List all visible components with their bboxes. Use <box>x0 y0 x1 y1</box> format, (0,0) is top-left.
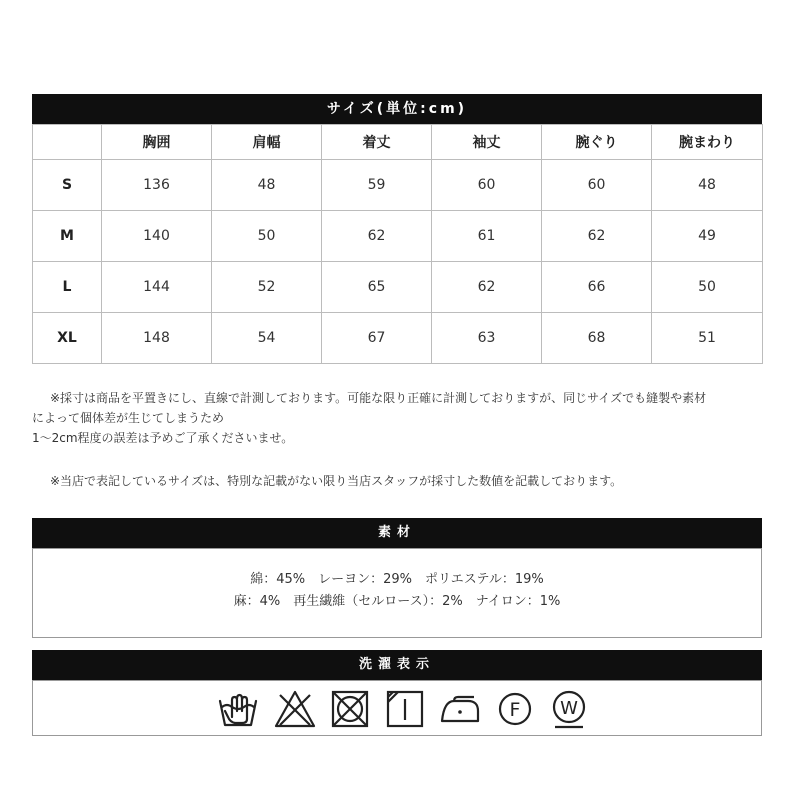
table-row <box>33 160 763 211</box>
table-cell: 148 <box>102 313 212 364</box>
wash-symbols-box <box>32 680 762 736</box>
material-line: 麻：4% 再生繊維（セルロース）：2% ナイロン：1% <box>233 594 561 609</box>
size-table <box>32 124 763 364</box>
size-note <box>32 471 772 491</box>
table-cell: 62 <box>322 211 432 262</box>
no-tumble-dry-icon <box>328 687 372 731</box>
wet-clean-w-label: W <box>560 698 578 719</box>
column-header-arm-circumference: 腕まわり <box>652 125 763 160</box>
table-row <box>33 211 763 262</box>
wet-clean-w-icon <box>547 687 591 731</box>
table-cell: 54 <box>212 313 322 364</box>
note-line: ※当店で表記しているサイズは、特別な記載がない限り当店スタッフが採寸した数値を記載しております。 <box>50 474 623 488</box>
column-header-armhole: 腕ぐり <box>542 125 652 160</box>
note-line: 1〜2cm程度の誤差は予めご了承くださいませ。 <box>32 431 294 445</box>
table-cell: 50 <box>652 262 763 313</box>
table-cell: 49 <box>652 211 763 262</box>
size-label: XL <box>33 313 102 364</box>
column-header <box>33 125 102 160</box>
hand-wash-icon <box>216 687 260 731</box>
drip-dry-shade-icon <box>383 687 427 731</box>
note-line: ※採寸は商品を平置きにし、直線で計測しております。可能な限り正確に計測しておりますが、同じサイズでも縫製や素材 <box>50 391 707 405</box>
dry-clean-f-label: F <box>509 699 521 721</box>
material-title: 素材 <box>32 518 762 548</box>
table-cell: 51 <box>652 313 763 364</box>
table-cell: 62 <box>432 262 542 313</box>
column-header-length: 着丈 <box>322 125 432 160</box>
table-cell: 63 <box>432 313 542 364</box>
measurement-note <box>32 388 772 448</box>
table-cell: 61 <box>432 211 542 262</box>
table-cell: 68 <box>542 313 652 364</box>
table-cell: 60 <box>432 160 542 211</box>
column-header-sleeve: 袖丈 <box>432 125 542 160</box>
dry-clean-f-icon <box>493 687 537 731</box>
table-cell: 48 <box>212 160 322 211</box>
table-cell: 50 <box>212 211 322 262</box>
table-cell: 144 <box>102 262 212 313</box>
table-cell: 136 <box>102 160 212 211</box>
size-table-header-row <box>33 125 763 160</box>
table-cell: 67 <box>322 313 432 364</box>
size-label: L <box>33 262 102 313</box>
wash-title: 洗濯表示 <box>32 650 762 680</box>
table-cell: 48 <box>652 160 763 211</box>
size-label: M <box>33 211 102 262</box>
material-box <box>32 548 762 638</box>
note-line: によって個体差が生じてしまうため <box>32 411 225 425</box>
no-bleach-icon <box>273 687 317 731</box>
table-cell: 52 <box>212 262 322 313</box>
table-cell: 65 <box>322 262 432 313</box>
size-label: S <box>33 160 102 211</box>
table-row <box>33 313 763 364</box>
table-cell: 66 <box>542 262 652 313</box>
table-cell: 140 <box>102 211 212 262</box>
table-cell: 59 <box>322 160 432 211</box>
table-row <box>33 262 763 313</box>
column-header-shoulder: 肩幅 <box>212 125 322 160</box>
size-table-title: サイズ(単位:cm) <box>32 94 762 124</box>
column-header-chest: 胸囲 <box>102 125 212 160</box>
material-line: 綿：45% レーヨン：29% ポリエステル：19% <box>250 572 544 587</box>
table-cell: 62 <box>542 211 652 262</box>
low-iron-icon <box>438 687 482 731</box>
table-cell: 60 <box>542 160 652 211</box>
